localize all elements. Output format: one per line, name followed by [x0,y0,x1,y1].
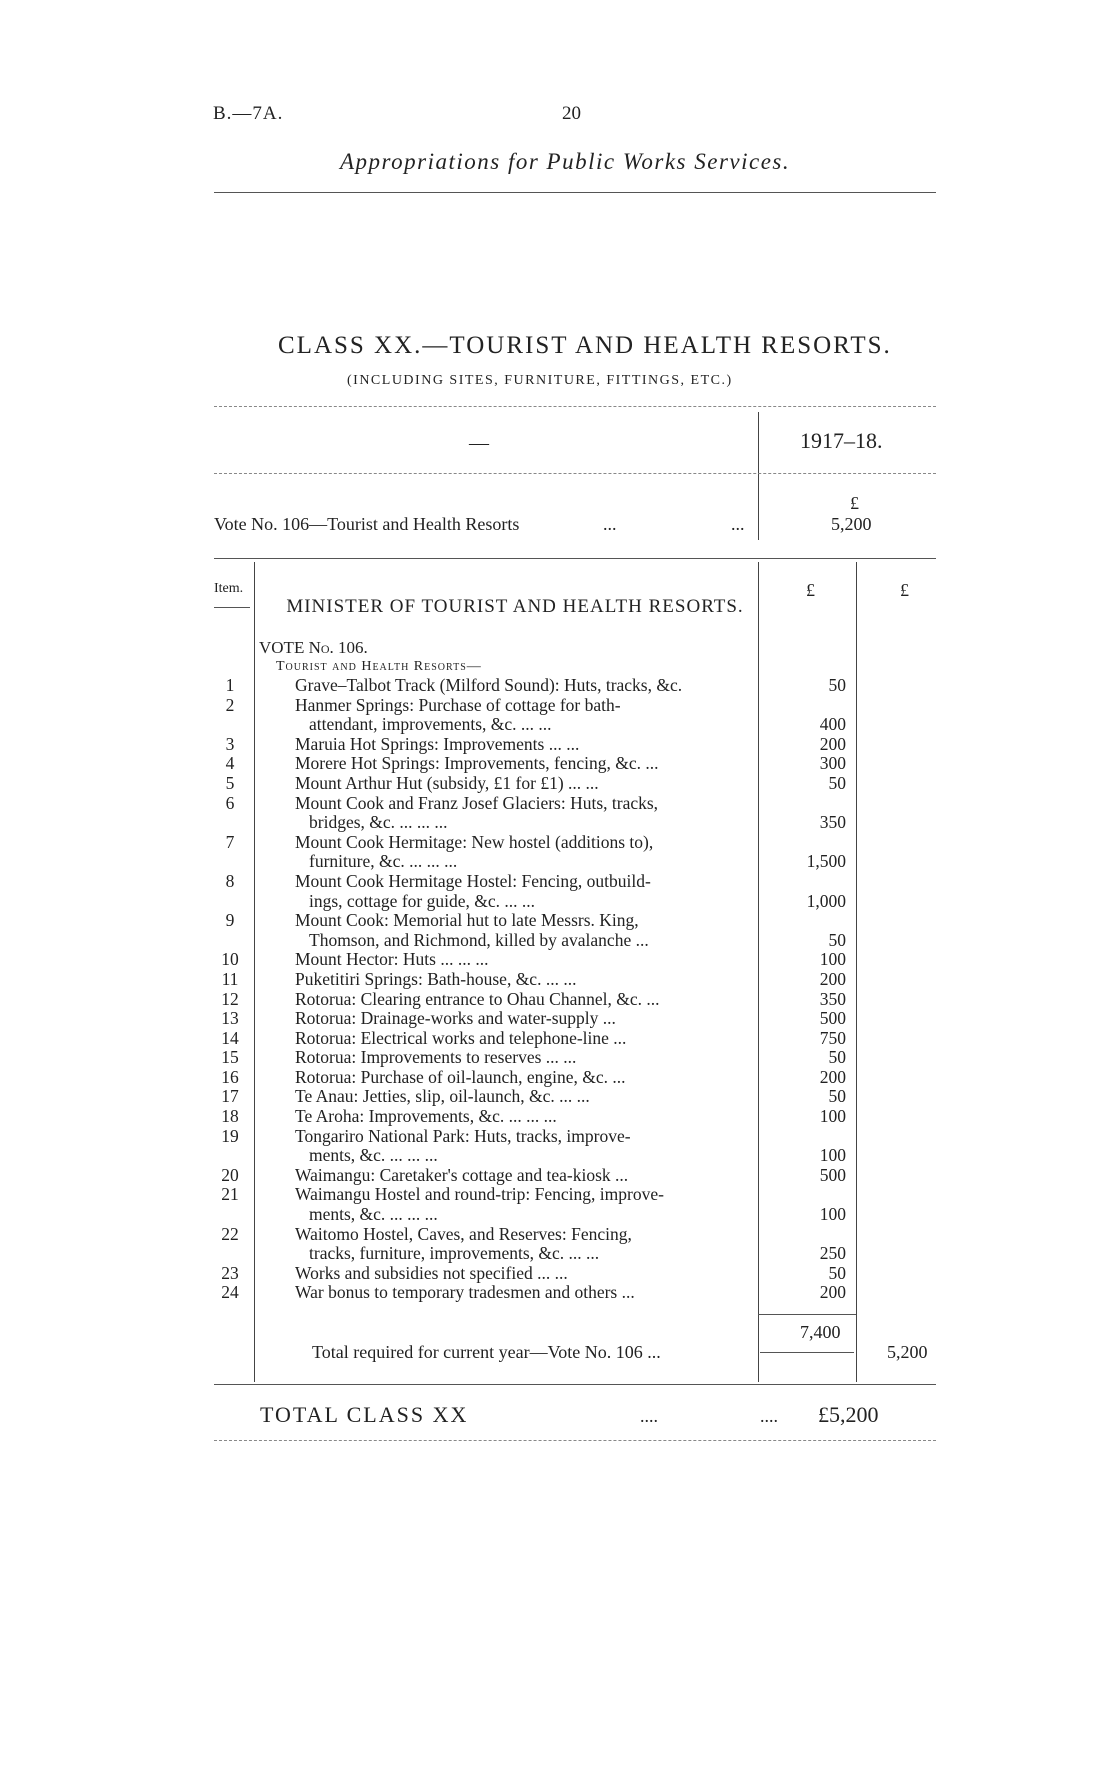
item-description [295,911,755,950]
item-row [0,1048,1114,1068]
item-description-line: Thomson, and Richmond, killed by avalanche ... [309,929,649,950]
header-rule [214,192,936,193]
item-number: 9 [225,910,235,931]
item-amount: 500 [819,1164,846,1185]
item-amount: 500 [819,1008,846,1029]
item-description [295,1107,755,1127]
item-description-line: War bonus to temporary tradesmen and others ... [295,1282,635,1303]
vote-leader-dots: ... [731,514,745,534]
item-description-line: ings, cottage for guide, &c. ... ... [309,890,535,911]
item-description-line: bridges, &c. ... ... ... [309,812,448,833]
amount-currency-header: £ [806,580,815,600]
item-number: 20 [221,1164,239,1185]
item-description-line: furniture, &c. ... ... ... [309,851,458,872]
item-column-header: Item. [214,581,244,596]
item-description [295,1264,755,1284]
subtotal-top-rule [758,1314,856,1315]
item-header-rule [214,607,250,608]
summary-bottom-rule [214,558,936,559]
item-description-line: Grave–Talbot Track (Milford Sound): Huts, tracks, &c. [295,675,683,695]
item-number: 14 [221,1027,239,1048]
item-description-line: Mount Cook and Franz Josef Glaciers: Huts, tracks, [295,792,659,813]
summary-dash: — [469,432,489,454]
item-amount: 50 [828,1262,846,1283]
item-row [0,833,1114,872]
item-row [0,872,1114,911]
item-row [0,1225,1114,1264]
item-description-line: Rotorua: Clearing entrance to Ohau Channel, &c. ... [295,988,660,1009]
item-description [295,1127,755,1166]
item-row [0,696,1114,735]
item-amount: 50 [828,1047,846,1068]
total-class-leader-dots: .... [640,1406,658,1426]
item-amount: 250 [819,1243,846,1264]
items-subtotal: 7,400 [800,1322,841,1342]
item-amount: 350 [819,812,846,833]
item-number: 13 [221,1008,239,1029]
item-amount: 200 [819,733,846,754]
item-amount: 200 [819,1066,846,1087]
items-list [0,676,1114,1303]
item-row [0,990,1114,1010]
item-description [295,990,755,1010]
total-class-rule [214,1440,936,1441]
total-class-label: TOTAL CLASS XX [260,1402,469,1427]
item-description [295,872,755,911]
item-row [0,1185,1114,1224]
item-description [295,833,755,872]
item-number: 3 [225,733,235,754]
item-description [295,735,755,755]
item-description-line: ments, &c. ... ... ... [309,1145,438,1166]
item-number: 2 [225,694,235,715]
vote-label: Vote No. 106—Tourist and Health Resorts [214,514,520,534]
item-amount: 100 [819,949,846,970]
item-description [295,1225,755,1264]
item-description-line: Mount Cook Hermitage: New hostel (additions to), [295,831,654,852]
total-currency-header: £ [900,580,909,600]
item-description-line: Mount Cook Hermitage Hostel: Fencing, outbuild- [295,870,651,891]
item-row [0,754,1114,774]
item-description-line: Rotorua: Purchase of oil-launch, engine, &c. ... [295,1066,626,1087]
minister-heading: MINISTER OF TOURIST AND HEALTH RESORTS. [286,596,744,617]
item-description [295,696,755,735]
item-description-line: Te Aroha: Improvements, &c. ... ... ... [295,1106,557,1127]
page-number: 20 [562,103,581,124]
item-amount: 50 [828,675,846,695]
item-row [0,1264,1114,1284]
item-description-line: ments, &c. ... ... ... [309,1204,438,1225]
item-description-line: Waimangu: Caretaker's cottage and tea-kiosk ... [295,1164,629,1185]
item-description-line: Hanmer Springs: Purchase of cottage for bath- [295,694,621,715]
item-description [295,1068,755,1088]
item-row [0,794,1114,833]
item-description-line: Tongariro National Park: Huts, tracks, improve- [295,1125,631,1146]
item-row [0,1068,1114,1088]
item-amount: 200 [819,968,846,989]
item-description-line: Te Anau: Jetties, slip, oil-launch, &c. ... ... [295,1086,590,1107]
item-description [295,676,755,696]
item-description [295,970,755,990]
total-required-label: Total required for current year—Vote No. 106 ... [312,1342,661,1362]
item-number: 12 [221,988,239,1009]
item-description-line: Mount Cook: Memorial hut to late Messrs. King, [295,910,639,931]
item-number: 7 [225,831,235,852]
item-row [0,1107,1114,1127]
item-description [295,774,755,794]
item-row [0,1166,1114,1186]
item-number: 10 [221,949,239,970]
item-description [295,1029,755,1049]
item-number: 15 [221,1047,239,1068]
item-description-line: Puketitiri Springs: Bath-house, &c. ... ... [295,968,577,989]
item-amount: 1,500 [806,851,846,872]
item-row [0,970,1114,990]
page-title: Appropriations for Public Works Services. [340,149,791,174]
detail-bottom-rule [214,1384,936,1385]
item-amount: 100 [819,1106,846,1127]
item-amount: 100 [819,1204,846,1225]
item-row [0,676,1114,696]
item-amount: 1,000 [806,890,846,911]
item-amount: 50 [828,1086,846,1107]
item-description-line: tracks, furniture, improvements, &c. ... ... [309,1243,600,1264]
item-amount: 100 [819,1145,846,1166]
vote-total-amount: 5,200 [887,1342,928,1362]
item-description-line: Rotorua: Drainage-works and water-supply ... [295,1008,616,1029]
summary-top-rule [214,406,936,407]
item-number: 16 [221,1066,239,1087]
item-row [0,1009,1114,1029]
item-description-line: attendant, improvements, &c. ... ... [309,714,552,735]
item-description-line: Works and subsidies not specified ... ... [295,1262,568,1283]
total-class-amount: £5,200 [818,1402,879,1427]
item-description-line: Rotorua: Improvements to reserves ... ... [295,1047,577,1068]
resorts-group-heading: Tourist and Health Resorts— [276,659,482,674]
summary-currency: £ [850,493,859,513]
item-row [0,1283,1114,1303]
summary-mid-rule [214,473,936,474]
item-description [295,1283,755,1303]
item-description-line: Mount Arthur Hut (subsidy, £1 for £1) ... ... [295,772,599,793]
item-number: 11 [221,968,239,989]
item-description [295,794,755,833]
item-description-line: Morere Hot Springs: Improvements, fencing, &c. ... [295,753,659,774]
item-description [295,1009,755,1029]
item-amount: 50 [828,772,846,793]
item-description-line: Waitomo Hostel, Caves, and Reserves: Fencing, [295,1223,632,1244]
item-row [0,1087,1114,1107]
item-row [0,950,1114,970]
financial-year: 1917–18. [800,428,883,453]
item-description-line: Maruia Hot Springs: Improvements ... ... [295,733,580,754]
item-description [295,950,755,970]
class-subtitle: (INCLUDING SITES, FURNITURE, FITTINGS, ETC.) [347,373,733,388]
total-class-leader-dots: .... [760,1406,778,1426]
item-description [295,1048,755,1068]
item-row [0,1127,1114,1166]
item-row [0,1029,1114,1049]
item-number: 24 [221,1282,239,1303]
item-amount: 350 [819,988,846,1009]
class-title: CLASS XX.—TOURIST AND HEALTH RESORTS. [278,332,892,359]
item-amount: 50 [828,929,846,950]
document-reference: B.—7A. [213,103,284,124]
item-row [0,911,1114,950]
item-description-line: Mount Hector: Huts ... ... ... [295,949,489,970]
item-number: 17 [221,1086,239,1107]
item-number: 22 [221,1223,239,1244]
item-amount: 200 [819,1282,846,1303]
vote-amount: 5,200 [831,514,872,534]
item-number: 18 [221,1106,239,1127]
item-description-line: Rotorua: Electrical works and telephone-line ... [295,1027,627,1048]
item-description [295,1087,755,1107]
subtotal-bottom-rule [760,1352,854,1353]
vote-leader-dots: ... [603,514,617,534]
vote-number-heading: VOTE No. 106. [259,638,368,657]
item-amount: 750 [819,1027,846,1048]
item-row [0,735,1114,755]
item-number: 4 [225,753,235,774]
item-number: 6 [225,792,235,813]
item-number: 23 [221,1262,239,1283]
item-number: 19 [221,1125,239,1146]
item-amount: 400 [819,714,846,735]
item-description-line: Waimangu Hostel and round-trip: Fencing, improve- [295,1184,664,1205]
item-number: 21 [221,1184,239,1205]
item-amount: 300 [819,753,846,774]
item-description [295,1185,755,1224]
item-row [0,774,1114,794]
item-description [295,1166,755,1186]
item-number: 8 [225,870,235,891]
item-number: 5 [225,772,235,793]
summary-divider [758,412,759,540]
item-number: 1 [225,675,235,695]
item-description [295,754,755,774]
